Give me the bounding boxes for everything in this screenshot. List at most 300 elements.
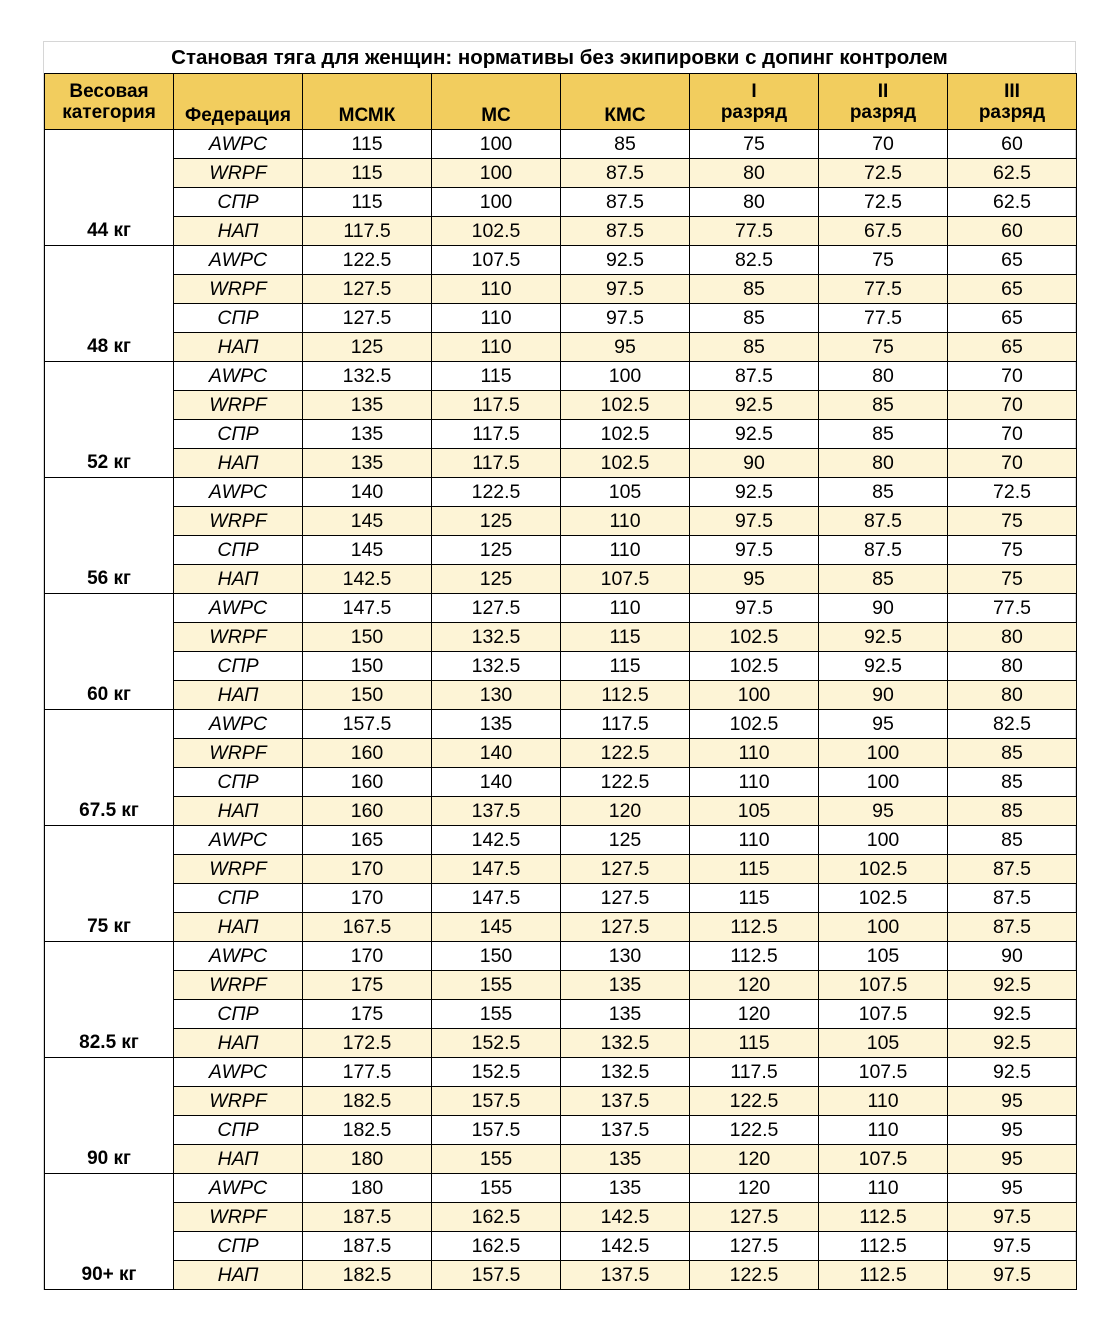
- table-row: [45, 594, 1077, 623]
- federation-cell: СПР: [174, 420, 303, 449]
- federation-cell: СПР: [174, 1000, 303, 1029]
- table-row: [45, 1145, 1077, 1174]
- federation-cell: НАП: [174, 681, 303, 710]
- rank-2-cell: 87.5: [819, 507, 948, 536]
- federation-cell: WRPF: [174, 507, 303, 536]
- ms-cell: 125: [432, 536, 561, 565]
- table-row: [45, 1116, 1077, 1145]
- federation-cell: AWPC: [174, 362, 303, 391]
- kms-cell: 107.5: [561, 565, 690, 594]
- msmk-cell: 167.5: [303, 913, 432, 942]
- federation-cell: AWPC: [174, 130, 303, 159]
- msmk-cell: 127.5: [303, 304, 432, 333]
- table-row: [45, 1058, 1077, 1087]
- rank-2-cell: 77.5: [819, 275, 948, 304]
- weight-category-cell: 52 кг: [45, 362, 174, 478]
- kms-cell: 102.5: [561, 449, 690, 478]
- kms-cell: 120: [561, 797, 690, 826]
- ms-cell: 157.5: [432, 1261, 561, 1290]
- msmk-cell: 115: [303, 188, 432, 217]
- ms-cell: 110: [432, 275, 561, 304]
- kms-cell: 142.5: [561, 1232, 690, 1261]
- msmk-cell: 160: [303, 797, 432, 826]
- rank-2-cell: 80: [819, 449, 948, 478]
- federation-cell: СПР: [174, 304, 303, 333]
- federation-cell: AWPC: [174, 826, 303, 855]
- rank-1-cell: 120: [690, 1174, 819, 1203]
- federation-cell: НАП: [174, 913, 303, 942]
- rank-1-cell: 115: [690, 1029, 819, 1058]
- rank-3-cell: 97.5: [948, 1232, 1077, 1261]
- rank-1-cell: 115: [690, 855, 819, 884]
- rank-2-cell: 110: [819, 1174, 948, 1203]
- ms-cell: 117.5: [432, 420, 561, 449]
- msmk-cell: 145: [303, 536, 432, 565]
- weight-category-cell: 90 кг: [45, 1058, 174, 1174]
- federation-cell: AWPC: [174, 594, 303, 623]
- ms-cell: 125: [432, 565, 561, 594]
- msmk-cell: 182.5: [303, 1087, 432, 1116]
- kms-cell: 122.5: [561, 768, 690, 797]
- kms-cell: 85: [561, 130, 690, 159]
- rank-1-cell: 90: [690, 449, 819, 478]
- federation-cell: WRPF: [174, 1203, 303, 1232]
- ms-cell: 155: [432, 971, 561, 1000]
- kms-cell: 102.5: [561, 420, 690, 449]
- rank-2-cell: 87.5: [819, 536, 948, 565]
- rank-2-cell: 100: [819, 768, 948, 797]
- federation-cell: СПР: [174, 1116, 303, 1145]
- msmk-cell: 175: [303, 971, 432, 1000]
- ms-cell: 130: [432, 681, 561, 710]
- msmk-cell: 140: [303, 478, 432, 507]
- rank-2-cell: 100: [819, 826, 948, 855]
- rank-1-cell: 92.5: [690, 420, 819, 449]
- federation-cell: AWPC: [174, 1174, 303, 1203]
- rank-2-cell: 85: [819, 565, 948, 594]
- table-row: [45, 217, 1077, 246]
- rank-2-cell: 77.5: [819, 304, 948, 333]
- rank-1-cell: 122.5: [690, 1261, 819, 1290]
- federation-cell: НАП: [174, 1029, 303, 1058]
- ms-cell: 100: [432, 130, 561, 159]
- rank-3-cell: 92.5: [948, 971, 1077, 1000]
- rank-1-cell: 105: [690, 797, 819, 826]
- rank-3-cell: 65: [948, 246, 1077, 275]
- ms-cell: 142.5: [432, 826, 561, 855]
- kms-cell: 115: [561, 652, 690, 681]
- msmk-cell: 135: [303, 449, 432, 478]
- federation-cell: НАП: [174, 797, 303, 826]
- table-body: [45, 130, 1077, 1290]
- rank-3-cell: 70: [948, 420, 1077, 449]
- rank-3-cell: 77.5: [948, 594, 1077, 623]
- ms-cell: 152.5: [432, 1029, 561, 1058]
- rank-3-cell: 65: [948, 275, 1077, 304]
- msmk-cell: 170: [303, 884, 432, 913]
- rank-2-cell: 102.5: [819, 855, 948, 884]
- rank-3-cell: 95: [948, 1116, 1077, 1145]
- kms-cell: 117.5: [561, 710, 690, 739]
- table-row: [45, 884, 1077, 913]
- federation-cell: WRPF: [174, 855, 303, 884]
- weight-category-cell: 82.5 кг: [45, 942, 174, 1058]
- table-row: [45, 449, 1077, 478]
- kms-cell: 122.5: [561, 739, 690, 768]
- msmk-cell: 187.5: [303, 1203, 432, 1232]
- rank-1-cell: 122.5: [690, 1087, 819, 1116]
- rank-2-cell: 70: [819, 130, 948, 159]
- rank-3-cell: 85: [948, 739, 1077, 768]
- rank-1-cell: 122.5: [690, 1116, 819, 1145]
- msmk-cell: 150: [303, 652, 432, 681]
- rank-3-cell: 75: [948, 536, 1077, 565]
- federation-cell: СПР: [174, 652, 303, 681]
- table-row: [45, 797, 1077, 826]
- rank-1-cell: 120: [690, 1000, 819, 1029]
- rank-2-cell: 107.5: [819, 1145, 948, 1174]
- header-ms: МС: [432, 74, 561, 130]
- rank-2-cell: 80: [819, 362, 948, 391]
- rank-1-cell: 102.5: [690, 652, 819, 681]
- ms-cell: 155: [432, 1000, 561, 1029]
- kms-cell: 87.5: [561, 217, 690, 246]
- rank-3-cell: 80: [948, 623, 1077, 652]
- rank-2-cell: 107.5: [819, 1000, 948, 1029]
- msmk-cell: 135: [303, 420, 432, 449]
- msmk-cell: 125: [303, 333, 432, 362]
- msmk-cell: 127.5: [303, 275, 432, 304]
- kms-cell: 132.5: [561, 1058, 690, 1087]
- ms-cell: 122.5: [432, 478, 561, 507]
- federation-cell: AWPC: [174, 246, 303, 275]
- rank-1-cell: 92.5: [690, 478, 819, 507]
- msmk-cell: 160: [303, 739, 432, 768]
- ms-cell: 140: [432, 739, 561, 768]
- kms-cell: 110: [561, 507, 690, 536]
- header-rank-1: I разряд: [690, 74, 819, 130]
- rank-3-cell: 87.5: [948, 913, 1077, 942]
- ms-cell: 110: [432, 304, 561, 333]
- rank-3-cell: 65: [948, 304, 1077, 333]
- rank-3-cell: 60: [948, 217, 1077, 246]
- rank-3-cell: 70: [948, 391, 1077, 420]
- rank-3-cell: 92.5: [948, 1029, 1077, 1058]
- rank-3-cell: 92.5: [948, 1000, 1077, 1029]
- rank-1-cell: 87.5: [690, 362, 819, 391]
- federation-cell: WRPF: [174, 391, 303, 420]
- table-row: [45, 1203, 1077, 1232]
- rank-2-cell: 92.5: [819, 652, 948, 681]
- msmk-cell: 115: [303, 130, 432, 159]
- table-row: [45, 507, 1077, 536]
- federation-cell: WRPF: [174, 1087, 303, 1116]
- header-federation: Федерация: [174, 74, 303, 130]
- rank-3-cell: 87.5: [948, 884, 1077, 913]
- rank-2-cell: 107.5: [819, 1058, 948, 1087]
- rank-1-cell: 127.5: [690, 1203, 819, 1232]
- rank-2-cell: 110: [819, 1087, 948, 1116]
- kms-cell: 87.5: [561, 159, 690, 188]
- table-row: [45, 855, 1077, 884]
- ms-cell: 117.5: [432, 449, 561, 478]
- rank-2-cell: 85: [819, 478, 948, 507]
- rank-3-cell: 97.5: [948, 1203, 1077, 1232]
- rank-1-cell: 102.5: [690, 623, 819, 652]
- msmk-cell: 182.5: [303, 1261, 432, 1290]
- kms-cell: 137.5: [561, 1087, 690, 1116]
- ms-cell: 132.5: [432, 623, 561, 652]
- rank-3-cell: 70: [948, 449, 1077, 478]
- weight-category-cell: 90+ кг: [45, 1174, 174, 1290]
- rank-2-cell: 90: [819, 681, 948, 710]
- federation-cell: AWPC: [174, 478, 303, 507]
- weight-category-cell: 56 кг: [45, 478, 174, 594]
- federation-cell: WRPF: [174, 159, 303, 188]
- weight-category-cell: 44 кг: [45, 130, 174, 246]
- msmk-cell: 180: [303, 1174, 432, 1203]
- ms-cell: 127.5: [432, 594, 561, 623]
- rank-1-cell: 127.5: [690, 1232, 819, 1261]
- federation-cell: WRPF: [174, 275, 303, 304]
- table-row: [45, 1029, 1077, 1058]
- rank-2-cell: 85: [819, 391, 948, 420]
- msmk-cell: 135: [303, 391, 432, 420]
- rank-1-cell: 112.5: [690, 913, 819, 942]
- ms-cell: 152.5: [432, 1058, 561, 1087]
- msmk-cell: 142.5: [303, 565, 432, 594]
- table-row: [45, 362, 1077, 391]
- federation-cell: СПР: [174, 1232, 303, 1261]
- federation-cell: СПР: [174, 536, 303, 565]
- msmk-cell: 145: [303, 507, 432, 536]
- weight-category-cell: 60 кг: [45, 594, 174, 710]
- header-msmk: МСМК: [303, 74, 432, 130]
- ms-cell: 117.5: [432, 391, 561, 420]
- rank-1-cell: 82.5: [690, 246, 819, 275]
- rank-3-cell: 75: [948, 565, 1077, 594]
- table-row: [45, 130, 1077, 159]
- federation-cell: AWPC: [174, 710, 303, 739]
- rank-1-cell: 80: [690, 159, 819, 188]
- msmk-cell: 115: [303, 159, 432, 188]
- rank-2-cell: 102.5: [819, 884, 948, 913]
- msmk-cell: 132.5: [303, 362, 432, 391]
- ms-cell: 145: [432, 913, 561, 942]
- rank-2-cell: 90: [819, 594, 948, 623]
- rank-1-cell: 115: [690, 884, 819, 913]
- federation-cell: WRPF: [174, 971, 303, 1000]
- kms-cell: 127.5: [561, 884, 690, 913]
- table-row: [45, 710, 1077, 739]
- rank-3-cell: 87.5: [948, 855, 1077, 884]
- rank-3-cell: 62.5: [948, 159, 1077, 188]
- header-rank-2: II разряд: [819, 74, 948, 130]
- federation-cell: СПР: [174, 884, 303, 913]
- table-row: [45, 420, 1077, 449]
- rank-1-cell: 100: [690, 681, 819, 710]
- msmk-cell: 157.5: [303, 710, 432, 739]
- kms-cell: 137.5: [561, 1261, 690, 1290]
- rank-3-cell: 62.5: [948, 188, 1077, 217]
- rank-2-cell: 100: [819, 913, 948, 942]
- weight-category-cell: 48 кг: [45, 246, 174, 362]
- table-row: [45, 478, 1077, 507]
- rank-2-cell: 105: [819, 942, 948, 971]
- rank-3-cell: 75: [948, 507, 1077, 536]
- rank-3-cell: 80: [948, 652, 1077, 681]
- rank-3-cell: 60: [948, 130, 1077, 159]
- federation-cell: НАП: [174, 217, 303, 246]
- table-row: [45, 739, 1077, 768]
- ms-cell: 157.5: [432, 1116, 561, 1145]
- rank-2-cell: 100: [819, 739, 948, 768]
- msmk-cell: 172.5: [303, 1029, 432, 1058]
- federation-cell: НАП: [174, 1145, 303, 1174]
- rank-1-cell: 75: [690, 130, 819, 159]
- rank-1-cell: 97.5: [690, 507, 819, 536]
- rank-1-cell: 80: [690, 188, 819, 217]
- ms-cell: 132.5: [432, 652, 561, 681]
- table-row: [45, 333, 1077, 362]
- rank-3-cell: 70: [948, 362, 1077, 391]
- rank-3-cell: 82.5: [948, 710, 1077, 739]
- rank-1-cell: 102.5: [690, 710, 819, 739]
- msmk-cell: 147.5: [303, 594, 432, 623]
- table-row: [45, 1232, 1077, 1261]
- rank-2-cell: 95: [819, 710, 948, 739]
- rank-2-cell: 72.5: [819, 159, 948, 188]
- rank-3-cell: 65: [948, 333, 1077, 362]
- ms-cell: 107.5: [432, 246, 561, 275]
- federation-cell: AWPC: [174, 1058, 303, 1087]
- rank-1-cell: 112.5: [690, 942, 819, 971]
- rank-3-cell: 95: [948, 1087, 1077, 1116]
- ms-cell: 155: [432, 1174, 561, 1203]
- kms-cell: 130: [561, 942, 690, 971]
- kms-cell: 87.5: [561, 188, 690, 217]
- kms-cell: 92.5: [561, 246, 690, 275]
- rank-3-cell: 80: [948, 681, 1077, 710]
- federation-cell: AWPC: [174, 942, 303, 971]
- rank-3-cell: 95: [948, 1145, 1077, 1174]
- rank-2-cell: 110: [819, 1116, 948, 1145]
- table-row: [45, 971, 1077, 1000]
- rank-1-cell: 117.5: [690, 1058, 819, 1087]
- federation-cell: WRPF: [174, 739, 303, 768]
- rank-2-cell: 75: [819, 246, 948, 275]
- weight-category-cell: 67.5 кг: [45, 710, 174, 826]
- rank-2-cell: 72.5: [819, 188, 948, 217]
- standards-table: [44, 73, 1077, 1290]
- table-row: [45, 768, 1077, 797]
- kms-cell: 102.5: [561, 391, 690, 420]
- federation-cell: СПР: [174, 768, 303, 797]
- kms-cell: 132.5: [561, 1029, 690, 1058]
- rank-3-cell: 72.5: [948, 478, 1077, 507]
- table-row: [45, 246, 1077, 275]
- rank-1-cell: 97.5: [690, 594, 819, 623]
- kms-cell: 125: [561, 826, 690, 855]
- rank-2-cell: 75: [819, 333, 948, 362]
- msmk-cell: 170: [303, 855, 432, 884]
- table-row: [45, 391, 1077, 420]
- rank-1-cell: 95: [690, 565, 819, 594]
- table-row: [45, 826, 1077, 855]
- table-row: [45, 159, 1077, 188]
- rank-2-cell: 112.5: [819, 1232, 948, 1261]
- rank-1-cell: 97.5: [690, 536, 819, 565]
- table-title: Становая тяга для женщин: нормативы без экипировки с допинг контролем: [171, 46, 948, 69]
- rank-2-cell: 105: [819, 1029, 948, 1058]
- rank-2-cell: 67.5: [819, 217, 948, 246]
- table-row: [45, 942, 1077, 971]
- table-row: [45, 565, 1077, 594]
- msmk-cell: 170: [303, 942, 432, 971]
- rank-2-cell: 112.5: [819, 1261, 948, 1290]
- rank-1-cell: 85: [690, 275, 819, 304]
- kms-cell: 135: [561, 1145, 690, 1174]
- kms-cell: 142.5: [561, 1203, 690, 1232]
- ms-cell: 147.5: [432, 884, 561, 913]
- rank-3-cell: 85: [948, 826, 1077, 855]
- table-row: [45, 681, 1077, 710]
- ms-cell: 135: [432, 710, 561, 739]
- rank-3-cell: 85: [948, 797, 1077, 826]
- kms-cell: 127.5: [561, 855, 690, 884]
- kms-cell: 112.5: [561, 681, 690, 710]
- kms-cell: 95: [561, 333, 690, 362]
- ms-cell: 125: [432, 507, 561, 536]
- table-row: [45, 652, 1077, 681]
- ms-cell: 162.5: [432, 1232, 561, 1261]
- header-row: [45, 74, 1077, 130]
- standards-sheet: [43, 41, 1076, 1290]
- kms-cell: 135: [561, 1000, 690, 1029]
- table-row: [45, 304, 1077, 333]
- ms-cell: 100: [432, 159, 561, 188]
- header-weight-category: Весовая категория: [45, 74, 174, 130]
- table-row: [45, 1087, 1077, 1116]
- rank-3-cell: 85: [948, 768, 1077, 797]
- ms-cell: 102.5: [432, 217, 561, 246]
- table-row: [45, 1174, 1077, 1203]
- rank-1-cell: 120: [690, 971, 819, 1000]
- federation-cell: НАП: [174, 1261, 303, 1290]
- kms-cell: 127.5: [561, 913, 690, 942]
- table-row: [45, 623, 1077, 652]
- kms-cell: 97.5: [561, 275, 690, 304]
- msmk-cell: 165: [303, 826, 432, 855]
- weight-category-cell: 75 кг: [45, 826, 174, 942]
- kms-cell: 97.5: [561, 304, 690, 333]
- msmk-cell: 117.5: [303, 217, 432, 246]
- federation-cell: НАП: [174, 565, 303, 594]
- table-row: [45, 536, 1077, 565]
- ms-cell: 140: [432, 768, 561, 797]
- kms-cell: 110: [561, 594, 690, 623]
- table-row: [45, 1000, 1077, 1029]
- kms-cell: 105: [561, 478, 690, 507]
- rank-3-cell: 97.5: [948, 1261, 1077, 1290]
- rank-1-cell: 110: [690, 739, 819, 768]
- ms-cell: 162.5: [432, 1203, 561, 1232]
- rank-1-cell: 110: [690, 826, 819, 855]
- table-row: [45, 188, 1077, 217]
- rank-1-cell: 120: [690, 1145, 819, 1174]
- table-row: [45, 275, 1077, 304]
- msmk-cell: 150: [303, 681, 432, 710]
